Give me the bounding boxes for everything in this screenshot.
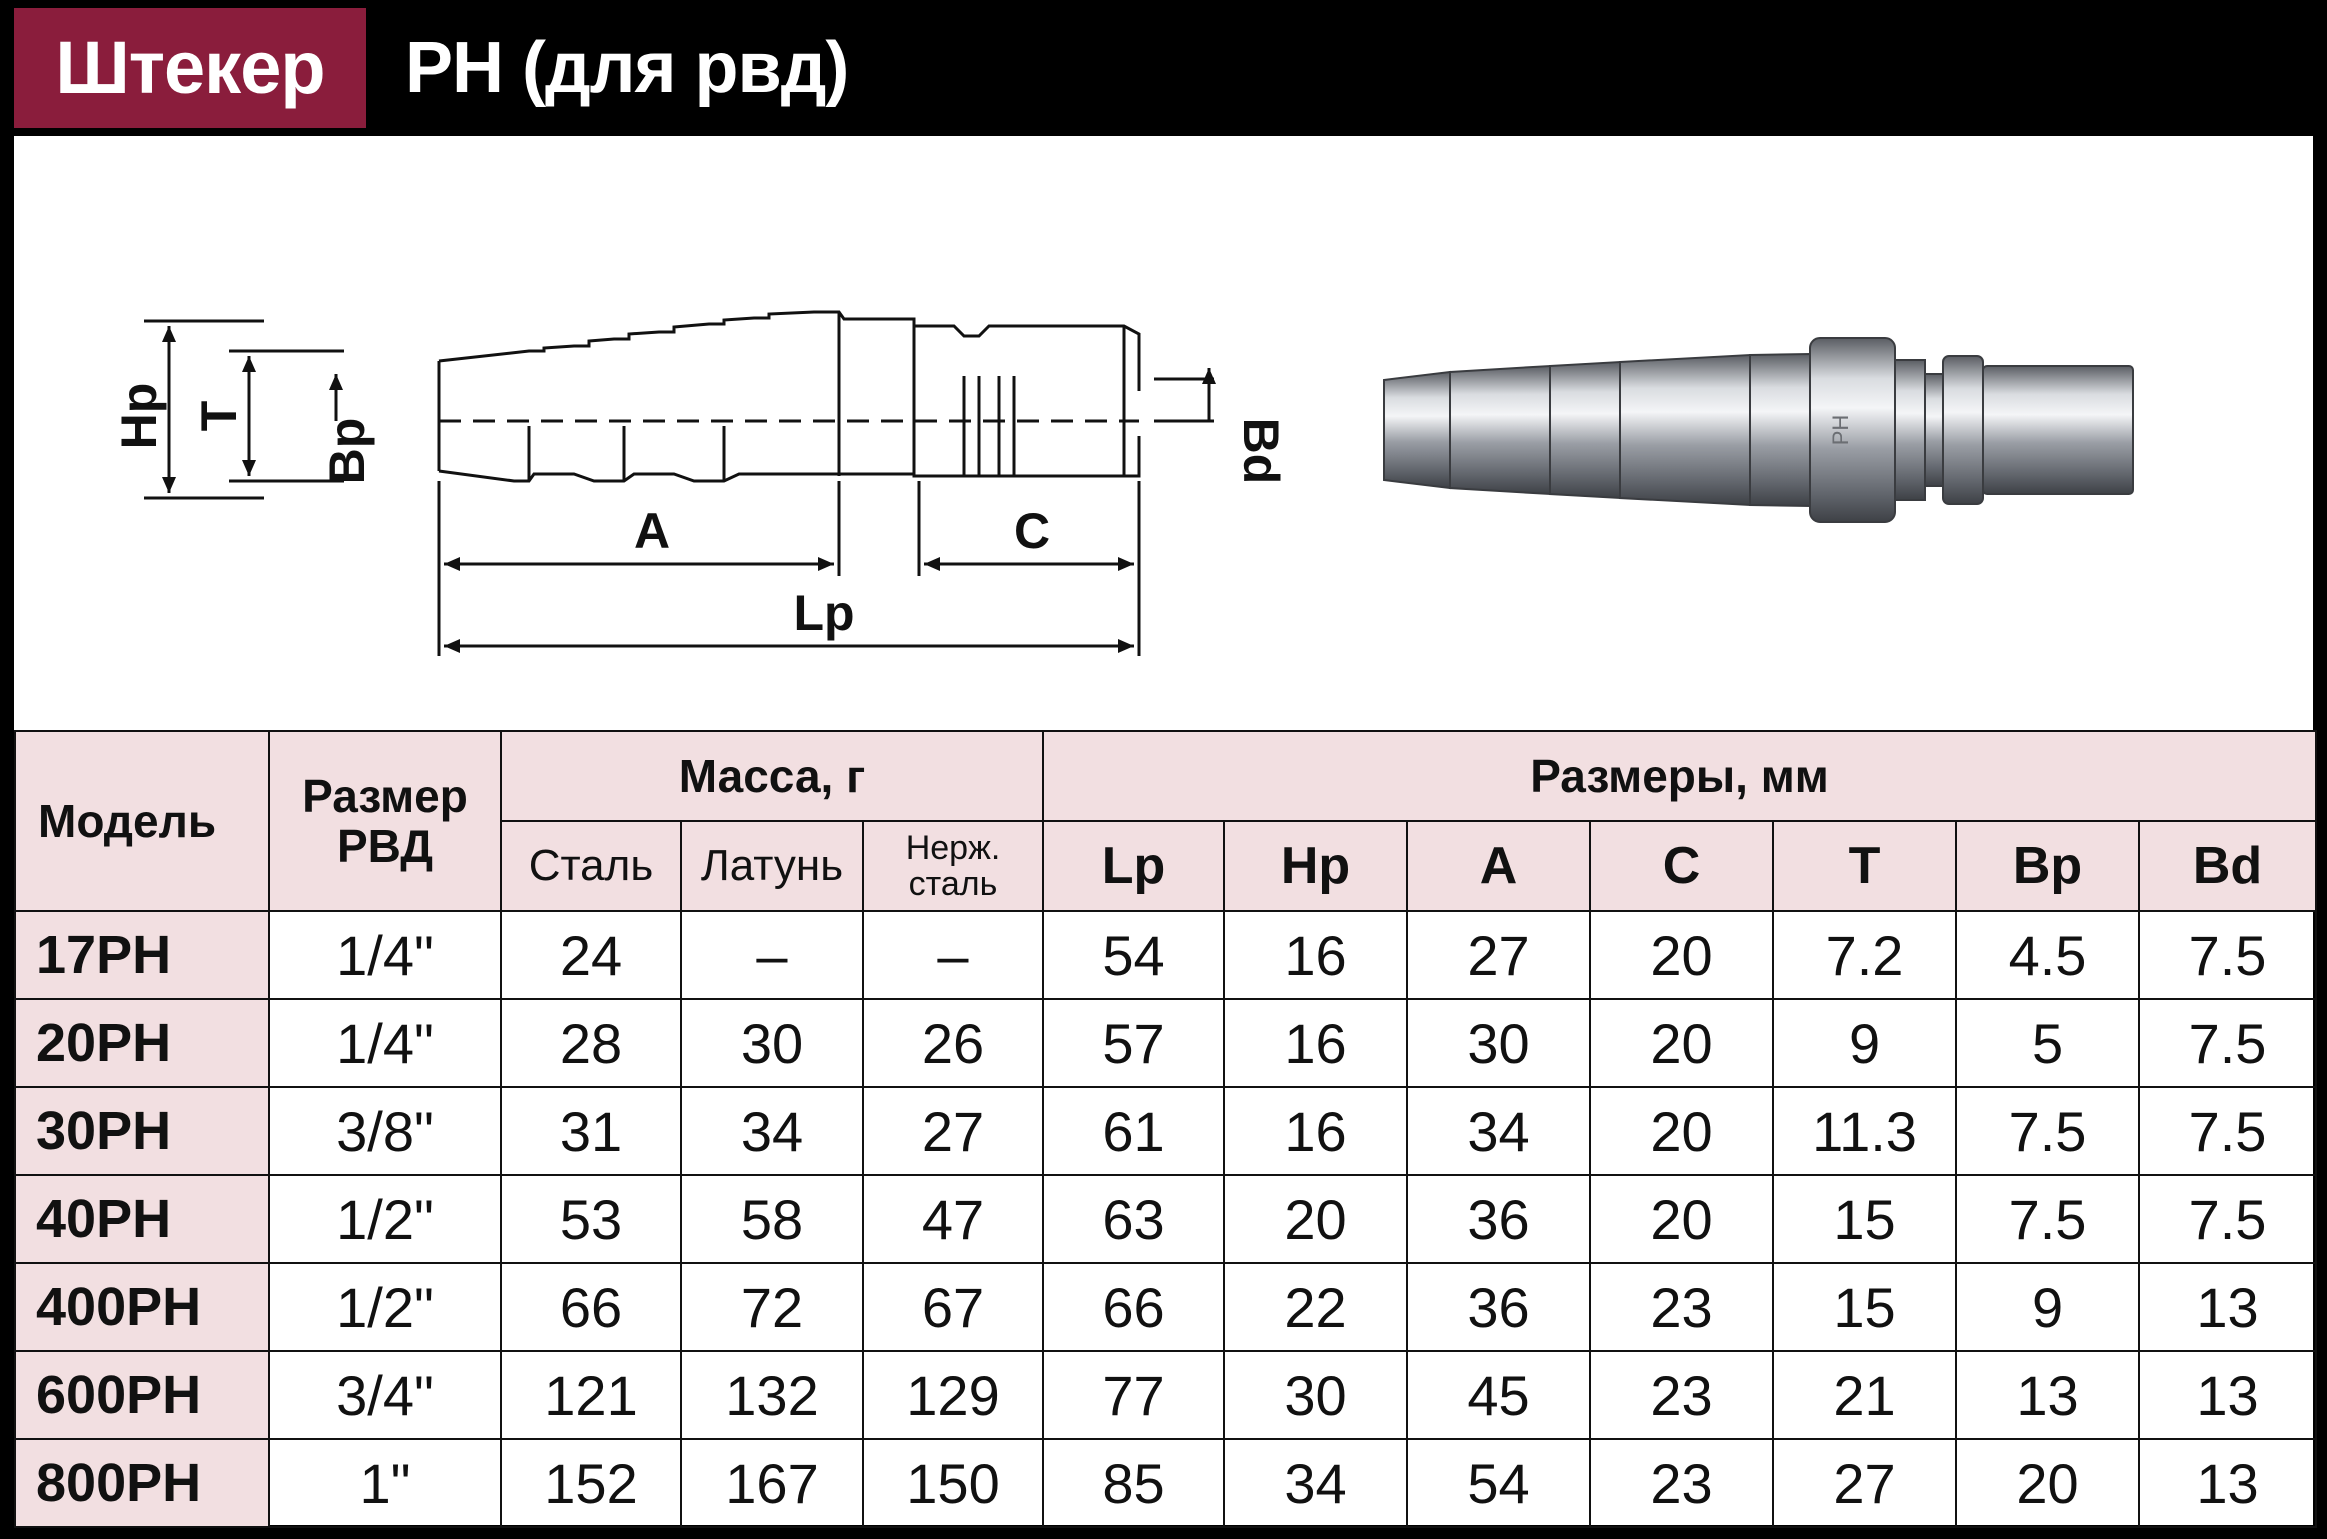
cell-c: 23 bbox=[1590, 1351, 1773, 1439]
group-header-dimensions: Размеры, мм bbox=[1043, 731, 2316, 821]
cell-hp: 16 bbox=[1224, 999, 1407, 1087]
cell-lp: 85 bbox=[1043, 1439, 1224, 1527]
cell-mass-steel: 66 bbox=[501, 1263, 681, 1351]
cell-hose-size: 3/4" bbox=[269, 1351, 501, 1439]
cell-mass-brass: 58 bbox=[681, 1175, 863, 1263]
col-header-brass: Латунь bbox=[681, 821, 863, 911]
cell-bp: 5 bbox=[1956, 999, 2139, 1087]
cell-a: 30 bbox=[1407, 999, 1590, 1087]
hose-size-line1: Размер bbox=[302, 770, 468, 822]
cell-t: 9 bbox=[1773, 999, 1956, 1087]
cell-c: 23 bbox=[1590, 1263, 1773, 1351]
cell-mass-steel: 152 bbox=[501, 1439, 681, 1527]
cell-model: 40PH bbox=[15, 1175, 269, 1263]
cell-hose-size: 1/4" bbox=[269, 911, 501, 999]
cell-bd: 13 bbox=[2139, 1263, 2316, 1351]
cell-model: 800PH bbox=[15, 1439, 269, 1527]
col-header-stainless bbox=[863, 821, 1043, 911]
cell-mass-stainless: 27 bbox=[863, 1087, 1043, 1175]
table-row bbox=[15, 1175, 2316, 1263]
label-bd: Bd bbox=[1233, 417, 1289, 485]
cell-bd: 7.5 bbox=[2139, 911, 2316, 999]
table-row bbox=[15, 1263, 2316, 1351]
table-row bbox=[15, 911, 2316, 999]
cell-mass-steel: 53 bbox=[501, 1175, 681, 1263]
cell-hp: 16 bbox=[1224, 1087, 1407, 1175]
cell-t: 15 bbox=[1773, 1263, 1956, 1351]
cell-c: 20 bbox=[1590, 1175, 1773, 1263]
cell-hp: 22 bbox=[1224, 1263, 1407, 1351]
cell-t: 21 bbox=[1773, 1351, 1956, 1439]
cell-t: 27 bbox=[1773, 1439, 1956, 1527]
cell-t: 11.3 bbox=[1773, 1087, 1956, 1175]
stainless-line2: сталь bbox=[908, 865, 998, 903]
cell-model: 600PH bbox=[15, 1351, 269, 1439]
header-bar bbox=[0, 0, 2327, 136]
col-header-t: T bbox=[1773, 821, 1956, 911]
col-header-bp: Bp bbox=[1956, 821, 2139, 911]
cell-model: 17PH bbox=[15, 911, 269, 999]
cell-mass-stainless: 67 bbox=[863, 1263, 1043, 1351]
cell-bd: 13 bbox=[2139, 1351, 2316, 1439]
cell-mass-brass: – bbox=[681, 911, 863, 999]
cell-c: 23 bbox=[1590, 1439, 1773, 1527]
col-header-a: A bbox=[1407, 821, 1590, 911]
label-c: C bbox=[1013, 503, 1051, 559]
cell-lp: 77 bbox=[1043, 1351, 1224, 1439]
cell-mass-stainless: 26 bbox=[863, 999, 1043, 1087]
col-header-lp: Lp bbox=[1043, 821, 1224, 911]
cell-bp: 13 bbox=[1956, 1351, 2139, 1439]
cell-bd: 13 bbox=[2139, 1439, 2316, 1527]
cell-mass-brass: 34 bbox=[681, 1087, 863, 1175]
spec-table-body bbox=[15, 911, 2316, 1527]
cell-bd: 7.5 bbox=[2139, 1087, 2316, 1175]
table-row bbox=[15, 1439, 2316, 1527]
group-header-mass: Масса, г bbox=[501, 731, 1043, 821]
cell-a: 36 bbox=[1407, 1175, 1590, 1263]
cell-lp: 57 bbox=[1043, 999, 1224, 1087]
profile-top bbox=[439, 312, 1139, 391]
col-header-bd: Bd bbox=[2139, 821, 2316, 911]
table-row bbox=[15, 999, 2316, 1087]
cell-t: 15 bbox=[1773, 1175, 1956, 1263]
cell-lp: 54 bbox=[1043, 911, 1224, 999]
stainless-line1: Нерж. bbox=[905, 829, 1001, 867]
cell-mass-steel: 28 bbox=[501, 999, 681, 1087]
product-photo bbox=[1370, 320, 2170, 540]
cell-model: 400PH bbox=[15, 1263, 269, 1351]
technical-drawing bbox=[14, 136, 1354, 726]
cell-a: 54 bbox=[1407, 1439, 1590, 1527]
table-row bbox=[15, 1087, 2316, 1175]
cell-hp: 34 bbox=[1224, 1439, 1407, 1527]
profile-bottom bbox=[439, 436, 1139, 481]
cell-bd: 7.5 bbox=[2139, 1175, 2316, 1263]
cell-hp: 20 bbox=[1224, 1175, 1407, 1263]
col-header-hp: Hp bbox=[1224, 821, 1407, 911]
cell-mass-stainless: 150 bbox=[863, 1439, 1043, 1527]
cell-mass-stainless: – bbox=[863, 911, 1043, 999]
cell-mass-brass: 167 bbox=[681, 1439, 863, 1527]
cell-bp: 9 bbox=[1956, 1263, 2139, 1351]
label-bp: Bp bbox=[319, 417, 375, 485]
cell-mass-brass: 72 bbox=[681, 1263, 863, 1351]
cell-lp: 66 bbox=[1043, 1263, 1224, 1351]
cell-bp: 7.5 bbox=[1956, 1175, 2139, 1263]
table-row bbox=[15, 1351, 2316, 1439]
cell-mass-steel: 24 bbox=[501, 911, 681, 999]
cell-hose-size: 1/2" bbox=[269, 1175, 501, 1263]
cell-bp: 4.5 bbox=[1956, 911, 2139, 999]
col-header-model: Модель bbox=[15, 731, 269, 911]
cell-lp: 61 bbox=[1043, 1087, 1224, 1175]
cell-hose-size: 1/4" bbox=[269, 999, 501, 1087]
cell-hose-size: 1/2" bbox=[269, 1263, 501, 1351]
cell-hose-size: 1" bbox=[269, 1439, 501, 1527]
cell-bd: 7.5 bbox=[2139, 999, 2316, 1087]
cell-a: 27 bbox=[1407, 911, 1590, 999]
cell-bp: 7.5 bbox=[1956, 1087, 2139, 1175]
cell-model: 20PH bbox=[15, 999, 269, 1087]
product-type-tag: Штекер bbox=[14, 8, 366, 128]
label-t: T bbox=[191, 400, 247, 432]
cell-mass-brass: 132 bbox=[681, 1351, 863, 1439]
cell-t: 7.2 bbox=[1773, 911, 1956, 999]
cell-hose-size: 3/8" bbox=[269, 1087, 501, 1175]
label-a: A bbox=[633, 503, 671, 559]
cell-hp: 30 bbox=[1224, 1351, 1407, 1439]
cell-c: 20 bbox=[1590, 911, 1773, 999]
photo-stamp: PH bbox=[1828, 414, 1853, 446]
cell-mass-brass: 30 bbox=[681, 999, 863, 1087]
cell-mass-steel: 121 bbox=[501, 1351, 681, 1439]
hose-size-line2: РВД bbox=[336, 820, 434, 872]
cell-lp: 63 bbox=[1043, 1175, 1224, 1263]
label-lp: Lp bbox=[793, 585, 855, 641]
col-header-c: C bbox=[1590, 821, 1773, 911]
cell-mass-stainless: 47 bbox=[863, 1175, 1043, 1263]
spec-table bbox=[14, 730, 2317, 1528]
cell-a: 45 bbox=[1407, 1351, 1590, 1439]
col-header-hose-size bbox=[269, 731, 501, 911]
cell-mass-steel: 31 bbox=[501, 1087, 681, 1175]
label-hp: Hp bbox=[111, 382, 167, 450]
cell-a: 36 bbox=[1407, 1263, 1590, 1351]
cell-hp: 16 bbox=[1224, 911, 1407, 999]
cell-mass-stainless: 129 bbox=[863, 1351, 1043, 1439]
product-title: PH (для рвд) bbox=[405, 28, 849, 108]
cell-c: 20 bbox=[1590, 999, 1773, 1087]
cell-model: 30PH bbox=[15, 1087, 269, 1175]
col-header-steel: Сталь bbox=[501, 821, 681, 911]
cell-bp: 20 bbox=[1956, 1439, 2139, 1527]
cell-c: 20 bbox=[1590, 1087, 1773, 1175]
cell-a: 34 bbox=[1407, 1087, 1590, 1175]
